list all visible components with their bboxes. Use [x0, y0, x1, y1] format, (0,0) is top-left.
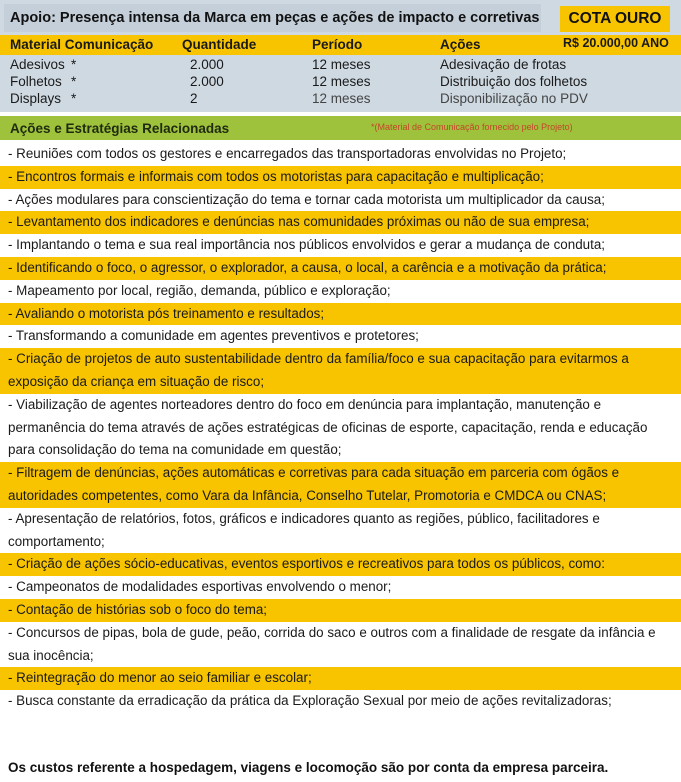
- list-item: - Encontros formais e informais com todos os motoristas para capacitação e multiplicação;: [0, 166, 681, 189]
- sponsorship-header: [0, 0, 681, 112]
- list-item: - Transformando a comunidade em agentes preventivos e protetores;: [8, 328, 419, 344]
- material-period: 12 meses: [312, 91, 371, 106]
- list-item: - Levantamento dos indicadores e denúncias nas comunidades próximas ou não de sua empresa;: [0, 211, 681, 234]
- list-item: - Busca constante da erradicação da prática da Exploração Sexual por meio de ações revitalizadoras;: [8, 693, 612, 709]
- column-header-row: [0, 35, 681, 55]
- price-label: R$ 20.000,00 ANO: [563, 36, 669, 50]
- cota-badge: COTA OURO: [560, 6, 670, 32]
- section-note: *(Material de Comunicação fornecido pelo Projeto): [371, 122, 573, 132]
- actions-list: [0, 143, 681, 713]
- section-header: [0, 116, 681, 140]
- title-bar: [4, 4, 541, 32]
- section-title: Ações e Estratégias Relacionadas: [10, 121, 230, 136]
- asterisk-icon: *: [71, 57, 77, 72]
- material-name: Folhetos: [10, 74, 62, 89]
- material-action: Disponibilização no PDV: [440, 91, 588, 106]
- list-item: - Concursos de pipas, bola de gude, peão, corrida do saco e outros com a finalidade de resgate da infância e sua inocência;: [8, 624, 656, 663]
- list-item: - Criação de ações sócio-educativas, eventos esportivos e recreativos para todos os públicos, como:: [0, 553, 681, 576]
- list-item: - Contação de histórias sob o foco do tema;: [0, 599, 681, 622]
- list-item: - Reuniões com todos os gestores e encarregados das transportadoras envolvidas no Projeto;: [8, 146, 567, 161]
- list-item: - Identificando o foco, o agressor, o explorador, a causa, o local, a carência e a motivação da prática;: [0, 257, 681, 280]
- material-name: Adesivos: [10, 57, 65, 72]
- column-acoes: Ações: [440, 37, 481, 52]
- list-item: - Implantando o tema e sua real importância nos públicos envolvidos e gerar a mudança de conduta;: [8, 237, 605, 253]
- list-item: - Criação de projetos de auto sustentabilidade dentro da família/foco e sua capacitação para evitarmos a exposição da criança em situação de risco;: [0, 348, 681, 394]
- material-period: 12 meses: [312, 74, 371, 89]
- material-quantity: 2: [190, 91, 198, 106]
- asterisk-icon: *: [71, 91, 77, 106]
- list-item: - Ações modulares para conscientização do tema e tornar cada motorista um multiplicador da causa;: [8, 191, 605, 207]
- list-item: - Mapeamento por local, região, demanda, público e exploração;: [8, 282, 391, 298]
- material-action: Distribuição dos folhetos: [440, 74, 588, 89]
- page-title: Apoio: Presença intensa da Marca em peças e ações de impacto e corretivas: [10, 10, 540, 26]
- material-row: [0, 57, 681, 73]
- list-item: - Apresentação de relatórios, fotos, gráficos e indicadores quanto as regiões, público, facilitadores e comportamento;: [8, 510, 600, 549]
- column-material: Material Comunicação: [10, 37, 154, 52]
- column-quantidade: Quantidade: [182, 37, 257, 52]
- material-action: Adesivação de frotas: [440, 57, 567, 72]
- material-period: 12 meses: [312, 57, 371, 72]
- list-item: - Avaliando o motorista pós treinamento e resultados;: [0, 303, 681, 326]
- footer-note: Os custos referente a hospedagem, viagens e locomoção são por conta da empresa parceira.: [8, 760, 609, 775]
- list-item: - Reintegração do menor ao seio familiar e escolar;: [0, 667, 681, 690]
- asterisk-icon: *: [71, 74, 77, 89]
- list-item: - Filtragem de denúncias, ações automáticas e corretivas para cada situação em parceria com ógãos e autoridades competentes, como Vara da Infância, Conselho Tutelar, Promotoria e CMDCA ou CNAS;: [0, 462, 681, 508]
- material-row: [0, 74, 681, 90]
- list-item: - Viabilização de agentes norteadores dentro do foco em denúncia para implantação, manutenção e permanência do tema através de ações estratégicas de oficinas de esporte, capacitação, renda e educação para consolidação do tema na comunidade em questão;: [8, 396, 648, 458]
- material-row: [0, 91, 681, 107]
- material-quantity: 2.000: [190, 57, 224, 72]
- material-quantity: 2.000: [190, 74, 224, 89]
- list-item: - Campeonatos de modalidades esportivas envolvendo o menor;: [8, 579, 392, 595]
- material-name: Displays: [10, 91, 62, 106]
- column-periodo: Período: [312, 37, 363, 52]
